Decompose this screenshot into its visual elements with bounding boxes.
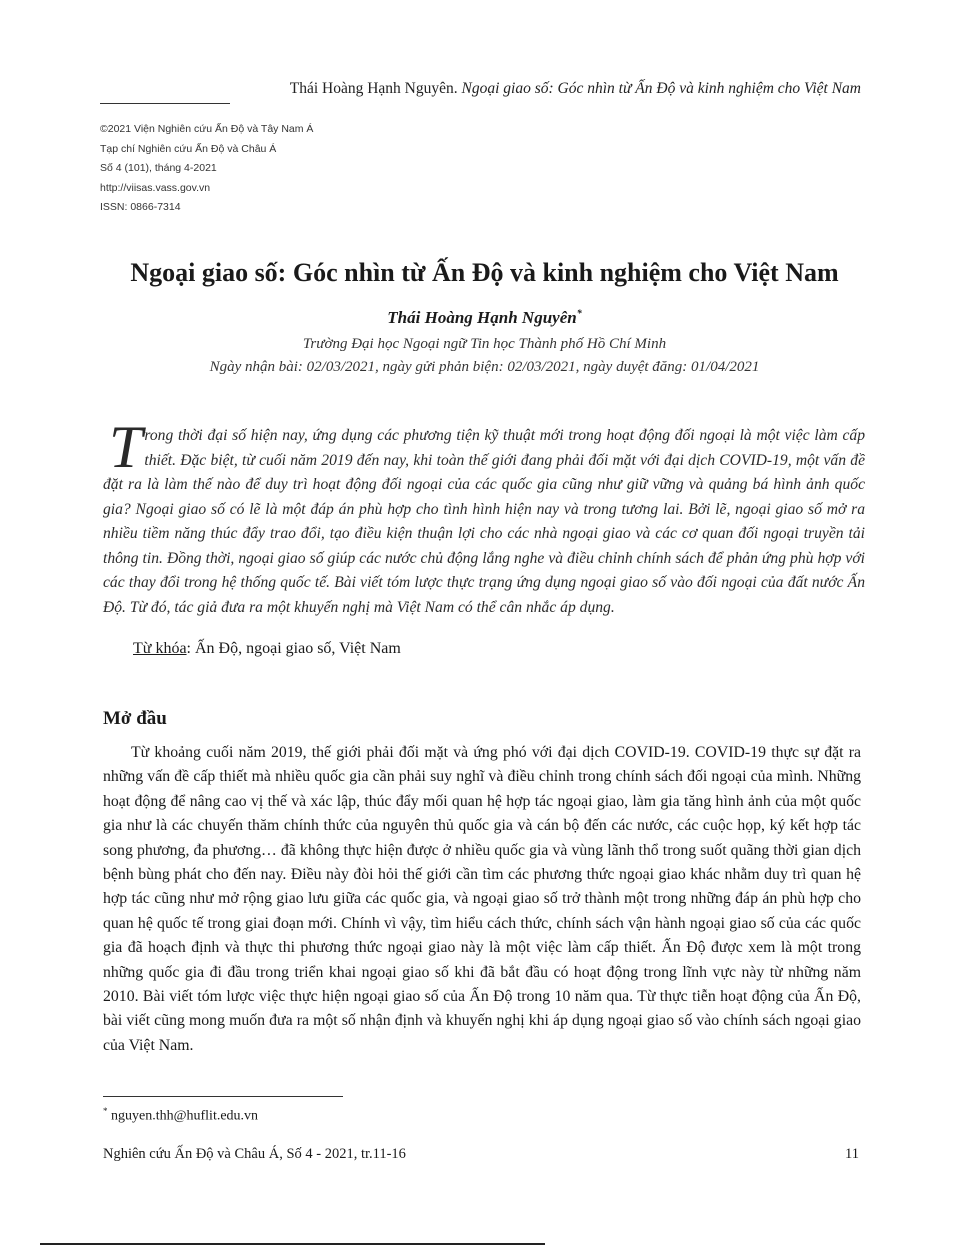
meta-issn: ISSN: 0866-7314 [100,201,181,214]
bottom-rule [40,1243,545,1245]
abstract-text: rong thời đại số hiện nay, ứng dụng các phương tiện kỹ thuật mới trong hoạt động đối ngoại là một việc làm cấp thiết. Đặc biệt, từ cuối năm 2019 đến nay, khi toàn thế giới đang phải đối mặt với đại dịch COVID-19, một vấn đề đặt ra là làm thế nào để duy trì hoạt động đối ngoại của các quốc gia cũng như giữ vững và quảng bá hình ảnh quốc gia? Ngoại giao số có lẽ là một đáp án phù hợp cho tình hình hiện nay và trong tương lai. Bởi lẽ, ngoại giao số mở ra nhiều tiềm năng thúc đẩy trao đổi, tạo điều kiện thuận lợi cho các nhà ngoại giao và các cơ quan đối ngoại truyền tải thông tin. Đồng thời, ngoại giao số giúp các nước chủ động lắng nghe và điều chỉnh chính sách để phản ứng phù hợp với các thay đổi trong hệ thống quốc tế. Bài viết tóm lược thực trạng ứng dụng ngoại giao số vào đối ngoại của đất nước Ấn Độ. Từ đó, tác giả đưa ra một khuyến nghị mà Việt Nam có thể cân nhắc áp dụng. [103,427,865,616]
running-header-title: Ngoại giao số: Góc nhìn từ Ấn Độ và kinh nghiệm cho Việt Nam [461,80,861,97]
meta-url[interactable]: http://viisas.vass.gov.vn [100,181,211,194]
page-number: 11 [845,1146,859,1162]
footer-journal: Nghiên cứu Ấn Độ và Châu Á, Số 4 - 2021, tr.11-16 [103,1146,406,1162]
author-footnote-mark: * [576,308,582,320]
body-paragraph: Từ khoảng cuối năm 2019, thế giới phải đối mặt và ứng phó với đại dịch COVID-19. COVID-19 thực sự đặt ra những vấn đề cấp thiết mà nhiều quốc gia cần phải suy nghĩ và điều chỉnh trong chính sách đối ngoại của mình. Những hoạt động để nâng cao vị thế và xác lập, thúc đẩy mối quan hệ hợp tác ngoại giao, làm gia tăng hình ảnh của một quốc gia như là các chuyến thăm chính thức của nguyên thủ quốc gia và cán bộ đến các nước, các cuộc họp, ký kết hợp tác song phương, đa phương… đã không thực hiện được ở nhiều quốc gia và vùng lãnh thổ trong suốt quãng thời gian dịch bệnh bùng phát cho đến nay. Điều này đòi hỏi thế giới cần tìm các phương thức ngoại giao khác nhằm duy trì quan hệ hợp tác cũng như mở rộng giao lưu giữa các quốc gia, và ngoại giao số trở thành một trong những đáp án phù hợp cho quan hệ quốc tế trong giai đoạn mới. Chính vì vậy, tìm hiểu cách thức, chính sách vận hành ngoại giao số của các quốc gia đã hoạch định và thực thi phương thức ngoại giao này là một việc làm cấp thiết. Ấn Độ được xem là một trong những quốc gia đi đầu trong triển khai ngoại giao số khi đã bắt đầu có hoạt động trong lĩnh vực này từ những năm 2010. Bài viết tóm lược việc thực hiện ngoại giao số của Ấn Độ trong 10 năm qua. Từ thực tiễn hoạt động của Ấn Độ, bài viết cũng mong muốn đưa ra một số nhận định và khuyến nghị khi áp dụng ngoại giao số vào chính sách ngoại giao của Việt Nam. [103,744,861,1054]
section-heading: Mở đầu [103,708,167,729]
meta-issue: Số 4 (101), tháng 4-2021 [100,162,217,175]
publication-meta [100,120,313,218]
keywords-separator: : [186,640,195,657]
author [0,308,969,328]
abstract-dropcap: T [109,414,143,480]
keywords-value: Ấn Độ, ngoại giao số, Việt Nam [195,640,401,657]
meta-copyright: ©2021 Viện Nghiên cứu Ấn Độ và Tây Nam Á [100,123,314,135]
abstract [103,414,865,620]
paper-title: Ngoại giao số: Góc nhìn từ Ấn Độ và kinh nghiệm cho Việt Nam [130,258,839,287]
running-header-author: Thái Hoàng Hạnh Nguyên. [289,80,458,97]
footnote [103,1106,258,1125]
footnote-rule [103,1096,343,1097]
keywords-label: Từ khóa [133,640,187,657]
affiliation: Trường Đại học Ngoại ngữ Tin học Thành phố Hồ Chí Minh [302,336,667,352]
author-name: Thái Hoàng Hạnh Nguyên [387,308,577,327]
footnote-mark: * [103,1106,108,1116]
footnote-email[interactable]: nguyen.thh@huflit.edu.vn [111,1108,259,1124]
meta-journal: Tạp chí Nghiên cứu Ấn Độ và Châu Á [100,142,277,155]
running-header [90,80,861,98]
header-rule [100,103,230,104]
submission-dates: Ngày nhận bài: 02/03/2021, ngày gửi phản biện: 02/03/2021, ngày duyệt đăng: 01/04/2021 [209,359,760,375]
keywords [133,640,401,658]
